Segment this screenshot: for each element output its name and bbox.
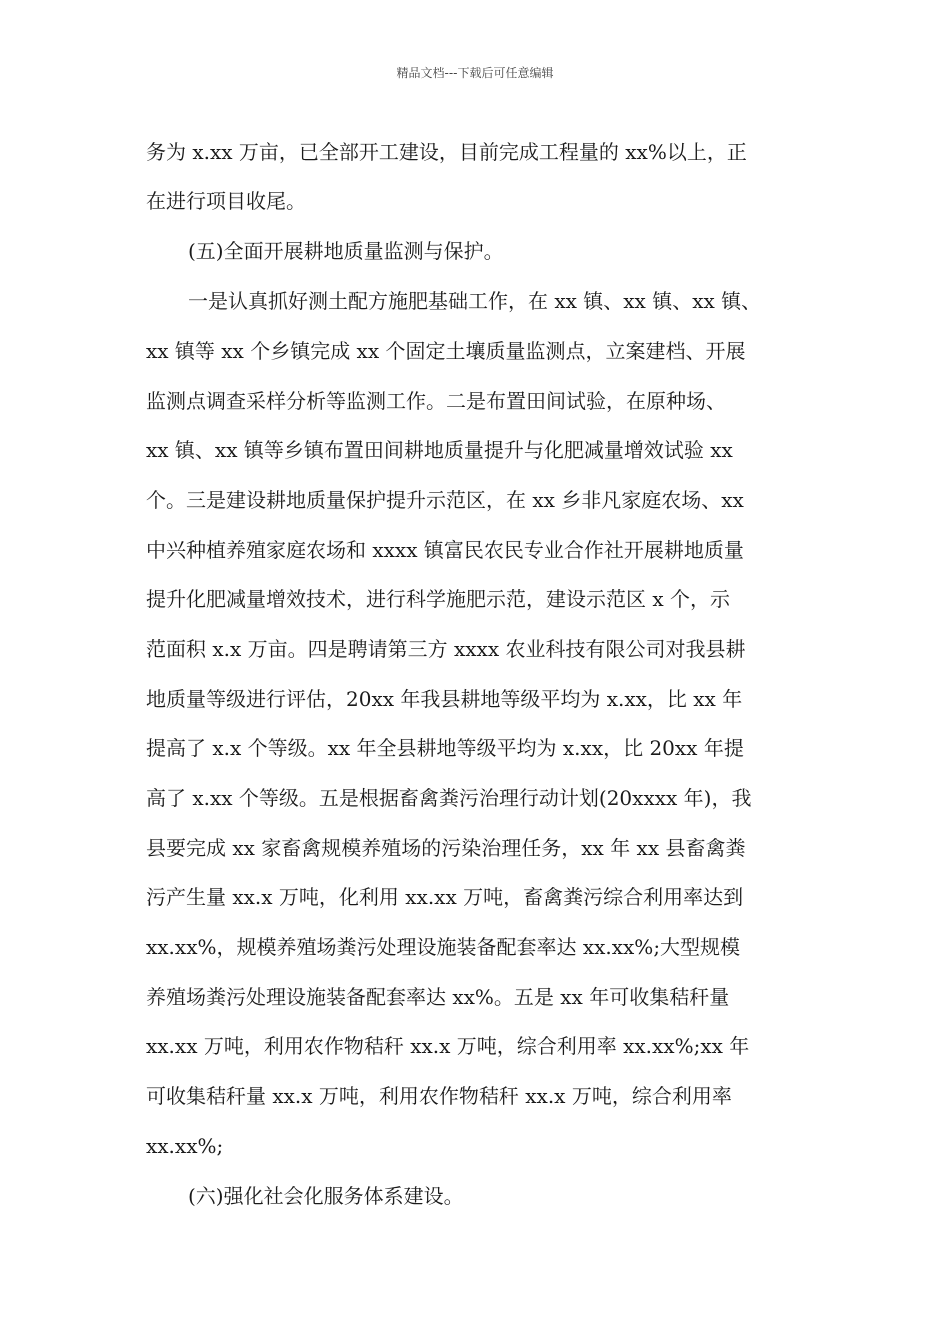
page-header: 精品文档---下载后可任意编辑: [396, 66, 554, 80]
text-line: 高了 x.xx 个等级。五是根据畜禽粪污治理行动计划(20xxxx 年)，我: [146, 786, 752, 810]
text-line: 污产生量 xx.x 万吨，化利用 xx.xx 万吨，畜禽粪污综合利用率达到: [146, 885, 744, 909]
text-line: 务为 x.xx 万亩，已全部开工建设，目前完成工程量的 xx%以上，正: [146, 140, 747, 164]
text-line: xx.xx%，规模养殖场粪污处理设施装备配套率达 xx.xx%;大型规模: [146, 935, 741, 959]
text-line: xx.xx%;: [146, 1134, 224, 1158]
text-line: 范面积 x.x 万亩。四是聘请第三方 xxxx 农业科技有限公司对我县耕: [146, 637, 746, 661]
section-heading-5: (五)全面开展耕地质量监测与保护。: [188, 239, 504, 263]
text-line: 可收集秸秆量 xx.x 万吨，利用农作物秸秆 xx.x 万吨，综合利用率: [146, 1084, 732, 1108]
text-line: 在进行项目收尾。: [146, 189, 306, 213]
text-line: 提升化肥减量增效技术，进行科学施肥示范，建设示范区 x 个，示: [146, 587, 730, 611]
text-line: 中兴种植养殖家庭农场和 xxxx 镇富民农民专业合作社开展耕地质量: [146, 538, 744, 562]
text-line: 地质量等级进行评估，20xx 年我县耕地等级平均为 x.xx，比 xx 年: [146, 687, 743, 711]
section-heading-6: (六)强化社会化服务体系建设。: [188, 1184, 464, 1208]
text-line: 监测点调查采样分析等监测工作。二是布置田间试验，在原种场、: [146, 389, 726, 413]
text-line: 一是认真抓好测土配方施肥基础工作，在 xx 镇、xx 镇、xx 镇、: [188, 289, 762, 313]
text-line: 个。三是建设耕地质量保护提升示范区，在 xx 乡非凡家庭农场、xx: [146, 488, 744, 512]
text-line: 提高了 x.x 个等级。xx 年全县耕地等级平均为 x.xx，比 20xx 年提: [146, 736, 744, 760]
text-line: xx.xx 万吨，利用农作物秸秆 xx.x 万吨，综合利用率 xx.xx%;xx 年: [146, 1034, 750, 1058]
text-line: 县要完成 xx 家畜禽规模养殖场的污染治理任务，xx 年 xx 县畜禽粪: [146, 836, 746, 860]
text-line: xx 镇等 xx 个乡镇完成 xx 个固定土壤质量监测点，立案建档、开展: [146, 339, 746, 363]
text-line: 养殖场粪污处理设施装备配套率达 xx%。五是 xx 年可收集秸秆量: [146, 985, 730, 1009]
text-line: xx 镇、xx 镇等乡镇布置田间耕地质量提升与化肥减量增效试验 xx: [146, 438, 733, 462]
